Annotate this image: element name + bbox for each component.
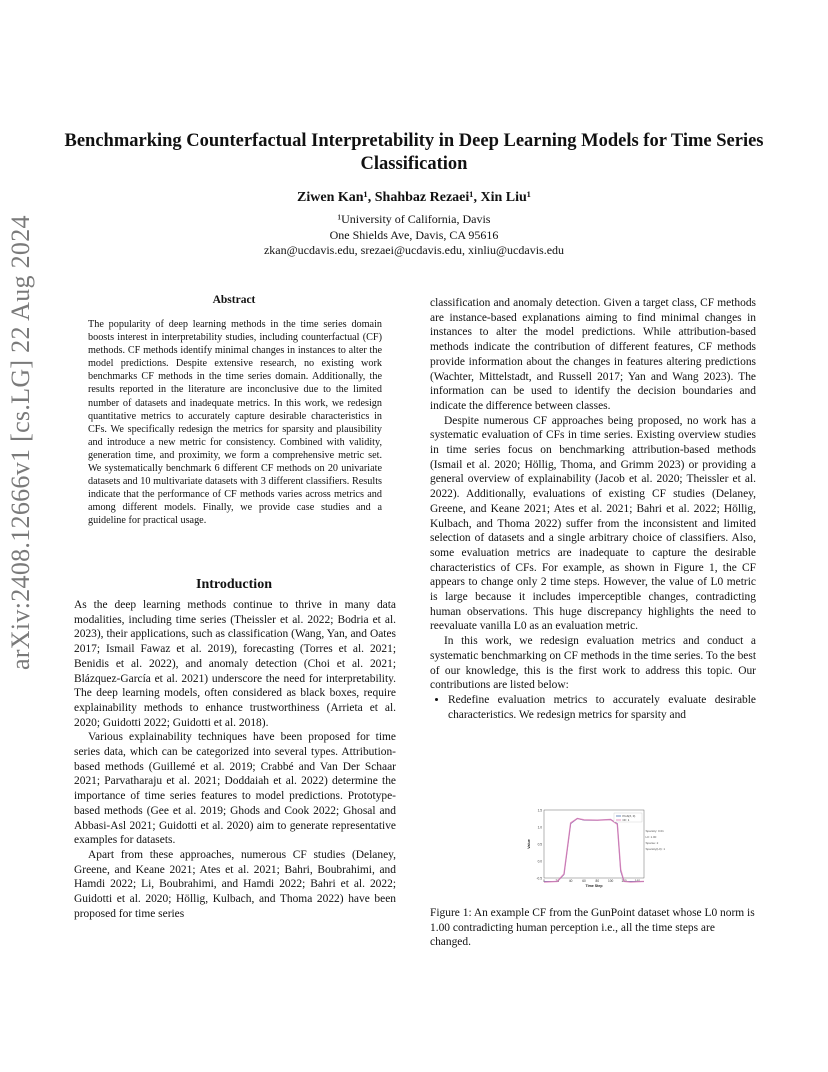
metric-annotation: L0: 1.00 xyxy=(645,835,657,839)
x-tick-label: 60 xyxy=(582,879,586,883)
legend-label: CF: 1 xyxy=(622,818,630,822)
paragraph: Various explainability techniques have been proposed for time series data, which can be categorized into several types. Attribution-based methods (Guillemé et al. 2019; Crabbé and Van Der Schaar 2021; Parvatharaju et al. 2021; Doddaiah et al. 2022) determine the importance of time series features to model predictions. Prototype-based methods (Gee et al. 2019; Ghods and Cook 2022; Ghosal and Abbasi-Asl 2021; Guidotti et al. 2020) aim to generate representative examples for datasets. xyxy=(74,731,396,847)
right-column xyxy=(430,296,756,722)
legend-label: Prob(X, 0) xyxy=(622,814,636,818)
figure-1-chart xyxy=(526,806,666,894)
y-tick-label: -0.5 xyxy=(536,876,542,881)
paper-authors: Ziwen Kan¹, Shahbaz Rezaei¹, Xin Liu¹ xyxy=(297,190,531,205)
y-axis-label: Value xyxy=(527,839,531,849)
emails: zkan@ucdavis.edu, srezaei@ucdavis.edu, xinliu@ucdavis.edu xyxy=(263,243,565,257)
paper-title: Benchmarking Counterfactual Interpretability in Deep Learning Models for Time Series Classification xyxy=(64,131,764,174)
x-axis-label: Time Step xyxy=(585,884,603,888)
metric-annotation: Sparse: 2 xyxy=(645,841,659,845)
address: One Shields Ave, Davis, CA 95616 xyxy=(329,227,499,242)
contribution-list xyxy=(430,693,756,722)
x-tick-label: 40 xyxy=(568,879,573,883)
y-tick-label: 1.0 xyxy=(537,825,542,830)
metric-annotation: Sparsity(L0): 1 xyxy=(645,847,666,851)
x-tick-label: 100 xyxy=(608,879,614,883)
abstract-heading: Abstract xyxy=(212,294,256,306)
arxiv-identifier: arXiv:2408.12666v1 [cs.LG] 22 Aug 2024 xyxy=(6,215,35,670)
metric-annotation: Sparsity: 0.01 xyxy=(645,829,664,833)
x-tick-label: 120 xyxy=(621,879,627,883)
affiliation-block xyxy=(60,212,768,259)
left-column xyxy=(74,598,396,921)
introduction-heading: Introduction xyxy=(196,577,272,592)
affiliation: ¹University of California, Davis xyxy=(337,212,491,226)
contribution-item: • Redefine evaluation metrics to accurately evaluate desirable characteristics. We redesign metrics for sparsity and xyxy=(448,693,756,722)
x-tick-label: 20 xyxy=(555,879,560,883)
y-tick-label: 0.5 xyxy=(537,842,542,847)
y-tick-label: 0.0 xyxy=(537,859,542,864)
plot-area xyxy=(527,809,665,889)
x-tick-label: 80 xyxy=(595,879,600,883)
paragraph: Apart from these approaches, numerous CF studies (Delaney, Greene, and Keane 2021; Ates et al. 2021; Bahri, Boubrahimi, and Hamdi 2022; Li, Boubrahimi, and Hamdi 2022; Bahri et al. 2022; Guidotti et al. 2020; Höllig, Kulbach, and Thoma 2022) have been proposed for time series xyxy=(74,848,396,920)
paragraph: As the deep learning methods continue to thrive in many data modalities, including time series (Theissler et al. 2022; Bodria et al. 2023), their applications, such as classification (Wang, Yan, and Oates 2017; Ismail Fawaz et al. 2019), forecasting (Torres et al. 2021; Benidis et al. 2022), and anomaly detection (Choi et al. 2021; Blázquez-García et al. 2021) underscore the need for interpretability. The deep learning models, often considered as black boxes, require explainability methods to enhance trustworthiness (Arrieta et al. 2020; Guidotti 2022; Guidotti et al. 2018). xyxy=(74,599,396,729)
paragraph: In this work, we redesign evaluation metrics and conduct a systematic benchmarking on CF methods in the time series. To the best of our knowledge, this is the first work to address this topic. Our contributions are listed below: xyxy=(430,635,756,692)
paragraph: classification and anomaly detection. Given a target class, CF methods are instance-based explanations aiming to find minimal changes in instances to alter the model predictions. While attribution-based methods indicate the contribution of different features, CF methods provide information about the changes in features altering predictions (Wachter, Mittelstadt, and Russell 2017; Yan and Wang 2023). The information can be used to identify the decision boundaries and indicate the difference between classes. xyxy=(430,297,756,412)
x-tick-label: 140 xyxy=(634,879,640,883)
abstract-text: The popularity of deep learning methods in the time series domain boosts interest in interpretability studies, including counterfactual (CF) methods. CF methods identify minimal changes in instances to alter the model predictions. Despite extensive research, no existing work benchmarks CF methods in the time series domain. Additionally, the results reported in the literature are inconclusive due to the limited number of datasets and inadequate metrics. In this work, we redesign quantitative metrics to accurately capture desirable characteristics in CFs. We specifically redesign the metrics for sparsity and plausibility and introduce a new metric for consistency. Combined with validity, generation time, and proximity, we form a comprehensive metric set. We systematically benchmark 6 different CF methods on 20 univariate datasets and 10 multivariate datasets with 3 different classifiers. Results indicate that the performance of CF methods varies across metrics and among different models. Finally, we provide case studies and a guideline for practical usage. xyxy=(88,319,382,527)
paragraph: Despite numerous CF approaches being proposed, no work has a systematic evaluation of CFs in time series. Existing overview studies in time series focus on benchmarking attribution-based methods (Ismail et al. 2020; Höllig, Thoma, and Grimm 2023) or providing a general overview of explainability (Jacob et al. 2020; Theissler et al. 2022). Additionally, evaluations of existing CF studies (Delaney, Greene, and Keane 2021; Ates et al. 2021; Bahri et al. 2022; Höllig, Kulbach, and Thoma 2022) suffer from the inconsistent and limited selection of datasets and a single arbitrary choice of classifiers. Also, some evaluation metrics are inadequate to capture the desirable characteristics of CFs. For example, as shown in Figure 1, the CF appears to change only 2 time steps. However, the value of L0 metric is large because it includes imperceptible changes, contradicting human observations. This huge discrepancy highlights the need to reevaluate vanilla L0 as an evaluation metric. xyxy=(430,414,756,633)
figure-caption: Figure 1: An example CF from the GunPoint dataset whose L0 norm is 1.00 contradicting human perception i.e., all the time steps are changed. xyxy=(430,907,755,949)
y-tick-label: 1.5 xyxy=(537,808,542,813)
x-tick-label: 0 xyxy=(543,879,545,883)
